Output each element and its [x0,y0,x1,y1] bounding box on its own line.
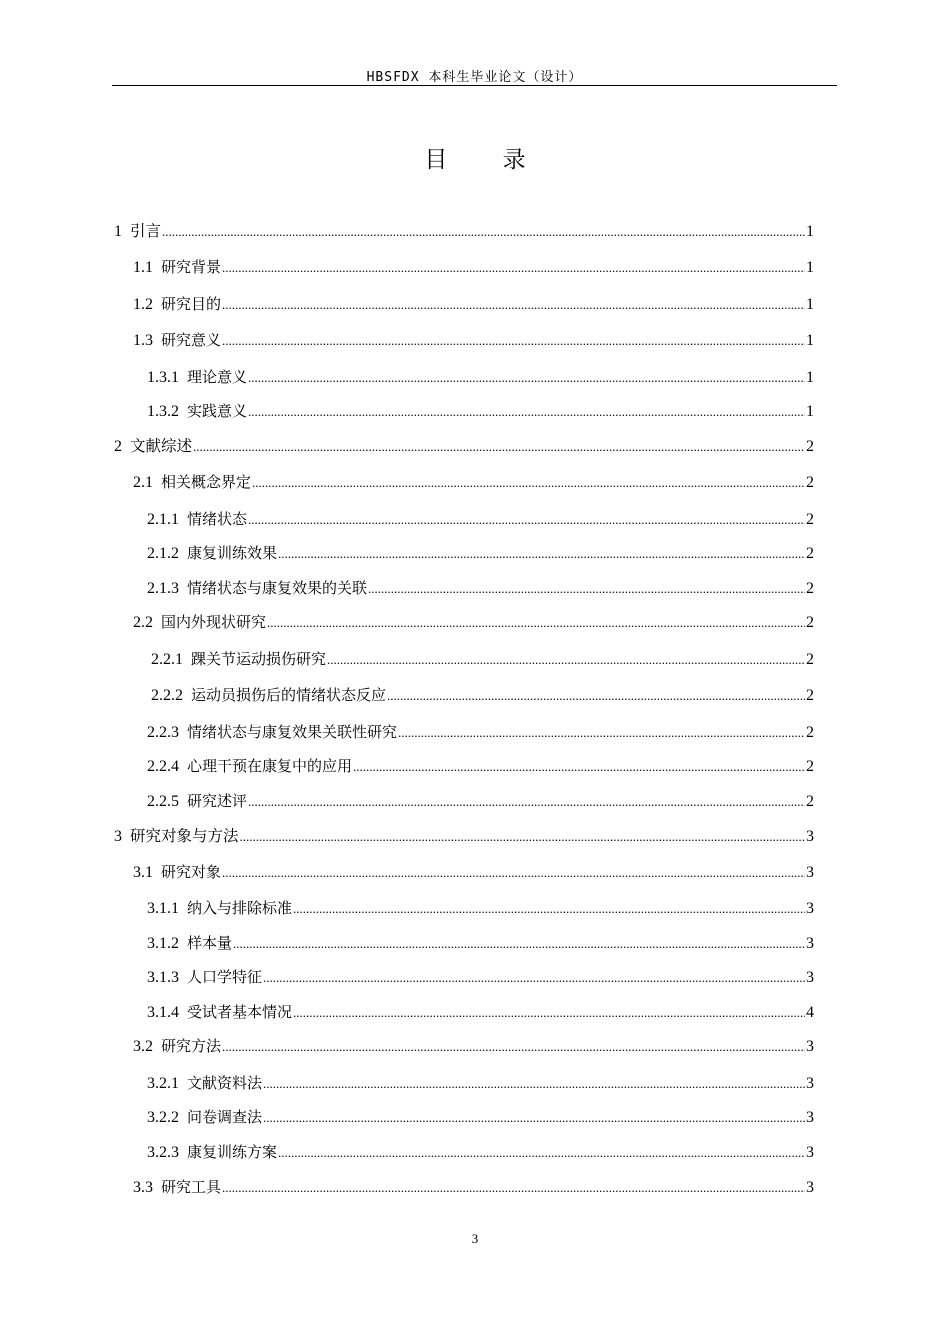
toc-entry-label: 研究背景 [161,258,222,276]
toc-dot-leader [233,934,805,954]
toc-entry-gap [153,1178,161,1198]
toc-dot-leader [267,613,805,633]
toc-entry-page: 3 [806,935,814,952]
toc-entry[interactable] [147,756,814,777]
toc-entry-number: 3.1.3 [147,969,179,986]
toc-entry-page: 1 [806,296,814,313]
toc-dot-leader [327,650,805,670]
toc-entry-page: 3 [806,828,814,845]
toc-entry-gap [179,899,187,919]
page-header: HBSFDX 本科生毕业论文（设计） [366,70,583,85]
toc-entry-label: 康复训练方案 [187,1143,278,1161]
toc-entry-label: 相关概念界定 [161,473,252,491]
toc-entry[interactable] [147,367,814,388]
toc-entry-number: 3.1.2 [147,935,179,952]
toc-entry-number: 2.1.3 [147,580,179,597]
toc-entry-page: 2 [806,687,814,704]
toc-entry-gap [183,686,191,706]
toc-entry-gap [153,295,161,315]
toc-entry-number: 2.1.2 [147,545,179,562]
toc-entry-label: 踝关节运动损伤研究 [191,650,327,668]
toc-entry-page: 2 [806,614,814,631]
toc-dot-leader [222,863,805,883]
page-number: 3 [471,1231,479,1246]
toc-entry-number: 1.2 [133,296,153,313]
toc-entry-page: 3 [806,1075,814,1092]
toc-dot-leader [263,1108,805,1128]
toc-entry[interactable] [147,898,814,919]
toc-dot-leader [293,1003,805,1023]
toc-entry-gap [179,544,187,564]
toc-entry-label: 情绪状态与康复效果的关联 [187,579,368,597]
toc-entry[interactable] [147,509,814,530]
toc-entry-gap [122,222,130,242]
toc-entry-gap [179,579,187,599]
toc-entry-page: 1 [806,403,814,420]
toc-entry[interactable] [147,791,814,812]
toc-entry-label: 国内外现状研究 [161,613,267,631]
toc-entry-gap [153,331,161,351]
toc-entry-number: 3.2.3 [147,1144,179,1161]
toc-entry-number: 3.1.1 [147,900,179,917]
toc-entry[interactable] [133,257,814,278]
toc-entry-label: 受试者基本情况 [187,1003,293,1021]
toc-entry[interactable] [147,1142,814,1163]
toc-entry-number: 1.1 [133,259,153,276]
toc-entry[interactable] [114,221,814,242]
toc-entry-number: 1.3.1 [147,369,179,386]
toc-entry-number: 3.1.4 [147,1004,179,1021]
toc-dot-leader [248,792,805,812]
toc-entry-number: 2.2.4 [147,758,179,775]
toc-entry-gap [153,613,161,633]
toc-entry-gap [179,968,187,988]
toc-entry-label: 运动员损伤后的情绪状态反应 [191,686,387,704]
toc-entry-gap [153,473,161,493]
toc-entry-gap [122,827,130,847]
toc-entry-number: 1.3.2 [147,403,179,420]
toc-entry-label: 研究对象 [161,863,222,881]
toc-entry-number: 3.3 [133,1179,153,1196]
toc-entry[interactable] [147,543,814,564]
toc-entry-label: 情绪状态与康复效果关联性研究 [187,723,398,741]
toc-entry-page: 3 [806,900,814,917]
toc-entry-page: 3 [806,1179,814,1196]
toc-entry-number: 3 [114,828,122,845]
toc-entry-label: 心理干预在康复中的应用 [187,757,353,775]
toc-entry-label: 问卷调查法 [187,1108,263,1126]
toc-entry-page: 3 [806,969,814,986]
toc-entry-page: 1 [806,369,814,386]
toc-entry-label: 文献资料法 [187,1074,263,1092]
toc-dot-leader [278,544,805,564]
toc-entry[interactable] [114,826,814,847]
toc-dot-leader [222,295,805,315]
toc-entry-label: 研究述评 [187,792,248,810]
toc-entry-label: 实践意义 [187,402,248,420]
toc-entry-gap [179,1003,187,1023]
toc-dot-leader [222,1178,805,1198]
toc-entry-label: 康复训练效果 [187,544,278,562]
toc-entry-number: 1 [114,223,122,240]
toc-entry-number: 2.2.3 [147,724,179,741]
toc-entry-gap [179,510,187,530]
toc-entry-number: 2.1 [133,474,153,491]
toc-entry-number: 3.2.2 [147,1109,179,1126]
toc-entry[interactable] [133,330,814,351]
toc-entry-gap [179,792,187,812]
toc-entry[interactable] [147,1073,814,1094]
toc-dot-leader [193,437,805,457]
toc-dot-leader [222,258,805,278]
toc-entry-number: 2.1.1 [147,511,179,528]
toc-entry-label: 引言 [130,222,162,240]
toc-entry-number: 2.2.5 [147,793,179,810]
toc-entry-gap [179,723,187,743]
toc-entry[interactable] [114,436,814,457]
toc-entry-gap [179,402,187,422]
toc-entry-number: 1.3 [133,332,153,349]
toc-entry-gap [179,1074,187,1094]
toc-dot-leader [353,757,805,777]
toc-entry-label: 人口学特征 [187,968,263,986]
toc-entry-label: 研究方法 [161,1037,222,1055]
toc-entry-gap [153,1037,161,1057]
toc-entry-number: 2.2.1 [151,651,183,668]
toc-dot-leader [248,510,805,530]
toc-dot-leader [162,222,805,242]
toc-entry[interactable] [147,722,814,743]
toc-entry-label: 纳入与排除标准 [187,899,293,917]
toc-entry[interactable] [133,472,814,493]
toc-entry-page: 3 [806,1109,814,1126]
toc-entry-page: 2 [806,438,814,455]
toc-entry-page: 2 [806,580,814,597]
toc-entry[interactable] [133,862,814,883]
toc-entry-number: 3.2 [133,1038,153,1055]
toc-entry-number: 3.1 [133,864,153,881]
toc-entry-gap [179,1108,187,1128]
toc-entry-page: 2 [806,511,814,528]
toc-entry-label: 理论意义 [187,368,248,386]
toc-entry-label: 情绪状态 [187,510,248,528]
toc-dot-leader [222,331,805,351]
toc-entry-gap [179,934,187,954]
toc-entry-number: 2 [114,438,122,455]
toc-title: 目 录 [424,147,550,173]
toc-entry-label: 研究工具 [161,1178,222,1196]
toc-entry-gap [183,650,191,670]
toc-entry[interactable] [147,933,814,954]
toc-dot-leader [278,1143,805,1163]
toc-entry-number: 2.2 [133,614,153,631]
toc-dot-leader [240,827,805,847]
toc-entry-page: 1 [806,223,814,240]
toc-entry[interactable] [133,1036,814,1057]
toc-entry-label: 样本量 [187,934,233,952]
toc-entry-page: 1 [806,332,814,349]
toc-entry-number: 2.2.2 [151,687,183,704]
toc-entry-gap [179,1143,187,1163]
toc-entry[interactable] [151,649,814,670]
toc-entry-page: 4 [806,1004,814,1021]
toc-entry-page: 3 [806,1038,814,1055]
toc-entry-gap [153,258,161,278]
toc-entry-number: 3.2.1 [147,1075,179,1092]
toc-entry-gap [179,757,187,777]
toc-entry-page: 2 [806,793,814,810]
toc-entry-label: 研究目的 [161,295,222,313]
toc-entry-page: 2 [806,651,814,668]
toc-dot-leader [252,473,805,493]
toc-entry[interactable] [147,967,814,988]
toc-entry-gap [179,368,187,388]
toc-entry[interactable] [147,578,814,599]
toc-entry-page: 2 [806,758,814,775]
toc-entry-label: 研究意义 [161,331,222,349]
toc-dot-leader [263,1074,805,1094]
toc-entry-page: 2 [806,474,814,491]
toc-dot-leader [293,899,805,919]
toc-entry[interactable] [147,1002,814,1023]
toc-entry-page: 2 [806,545,814,562]
toc-dot-leader [398,723,805,743]
toc-dot-leader [248,368,805,388]
toc-dot-leader [387,686,805,706]
toc-entry-label: 研究对象与方法 [130,827,239,845]
toc-entry-gap [153,863,161,883]
toc-entry-page: 3 [806,1144,814,1161]
toc-entry-page: 3 [806,864,814,881]
toc-entry-label: 文献综述 [130,437,193,455]
toc-dot-leader [248,402,805,422]
header-rule [112,85,837,86]
toc-dot-leader [368,579,805,599]
toc-dot-leader [263,968,805,988]
toc-entry-page: 1 [806,259,814,276]
toc-entry[interactable] [151,685,814,706]
toc-entry[interactable] [133,1177,814,1198]
toc-entry[interactable] [133,612,814,633]
toc-entry-gap [122,437,130,457]
toc-entry[interactable] [133,294,814,315]
toc-entry[interactable] [147,401,814,422]
toc-entry[interactable] [147,1107,814,1128]
toc-dot-leader [222,1037,805,1057]
toc-entry-page: 2 [806,724,814,741]
